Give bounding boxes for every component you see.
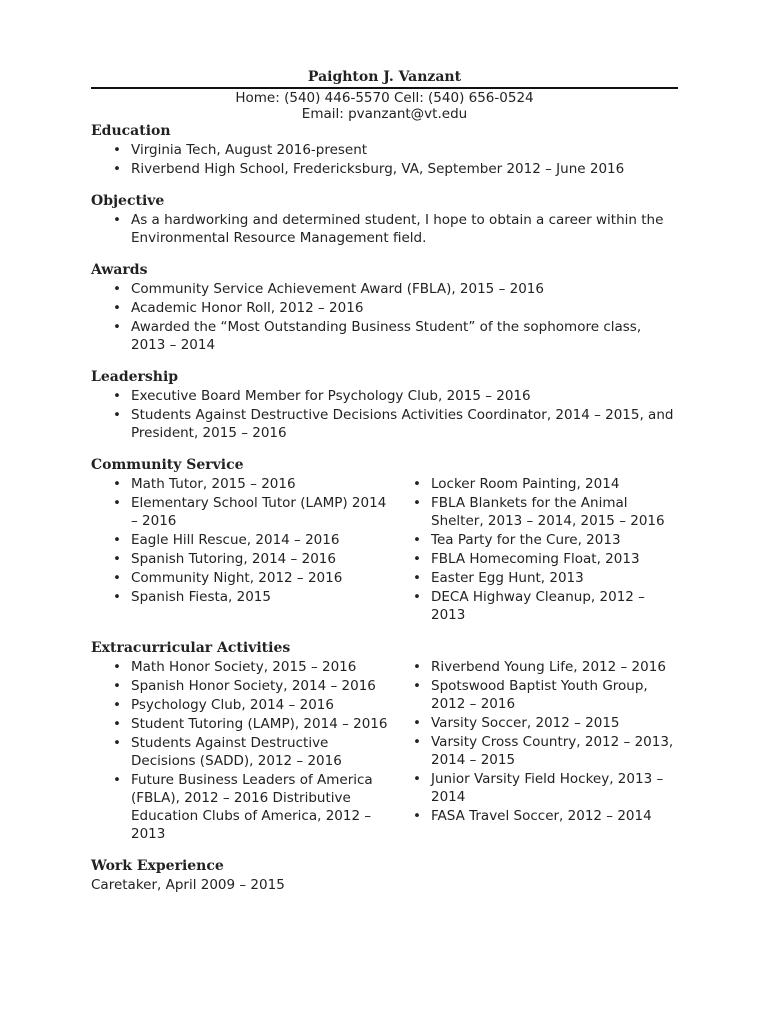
list-item: • Locker Room Painting, 2014 [391,475,678,493]
list-item: • Spanish Tutoring, 2014 – 2016 [91,550,391,568]
list-item: • Awarded the “Most Outstanding Business Student” of the sophomore class, 2013 – 2014 [91,318,678,354]
list-item: • Riverbend High School, Fredericksburg, VA, September 2012 – June 2016 [91,160,678,178]
objective-list [91,211,678,247]
list-item: • Virginia Tech, August 2016-present [91,141,678,159]
contact-email: Email: pvanzant@vt.edu [301,106,468,122]
list-item: • Elementary School Tutor (LAMP) 2014 – 2016 [91,494,391,530]
extracurricular-heading: Extracurricular Activities [91,640,291,656]
work-experience-entry: Caretaker, April 2009 – 2015 [91,877,285,893]
list-item: • As a hardworking and determined student, I hope to obtain a career within the Environmental Resource Management field. [91,211,678,247]
list-item: • Spanish Fiesta, 2015 [91,588,391,606]
community-service-right-list [391,475,678,625]
list-item: • Spotswood Baptist Youth Group, 2012 – 2016 [391,677,678,713]
list-item: • Executive Board Member for Psychology Club, 2015 – 2016 [91,387,678,405]
list-item: • Junior Varsity Field Hockey, 2013 – 2014 [391,770,678,806]
list-item: • Riverbend Young Life, 2012 – 2016 [391,658,678,676]
list-item: • Math Honor Society, 2015 – 2016 [91,658,391,676]
list-item: • FASA Travel Soccer, 2012 – 2014 [391,807,678,825]
leadership-list [91,387,678,442]
list-item: • Varsity Soccer, 2012 – 2015 [391,714,678,732]
community-service-columns [91,475,678,625]
list-item: • Future Business Leaders of America (FBLA), 2012 – 2016 Distributive Education Clubs of America, 2012 – 2013 [91,771,391,843]
list-item: • FBLA Homecoming Float, 2013 [391,550,678,568]
objective-heading: Objective [91,193,165,209]
header-divider [91,87,678,89]
list-item: • Math Tutor, 2015 – 2016 [91,475,391,493]
list-item: • Easter Egg Hunt, 2013 [391,569,678,587]
resume-page [91,68,678,894]
awards-heading: Awards [91,262,148,278]
list-item: • Tea Party for the Cure, 2013 [391,531,678,549]
list-item: • Psychology Club, 2014 – 2016 [91,696,391,714]
list-item: • Students Against Destructive Decisions (SADD), 2012 – 2016 [91,734,391,770]
community-service-left-list [91,475,391,625]
list-item: • Academic Honor Roll, 2012 – 2016 [91,299,678,317]
list-item: • DECA Highway Cleanup, 2012 – 2013 [391,588,678,624]
contact-phones: Home: (540) 446-5570 Cell: (540) 656-0524 [235,90,534,106]
list-item: • Community Night, 2012 – 2016 [91,569,391,587]
applicant-name: Paighton J. Vanzant [307,69,462,85]
extracurricular-left-list [91,658,391,844]
extracurricular-columns [91,658,678,844]
education-heading: Education [91,123,171,139]
list-item: • Student Tutoring (LAMP), 2014 – 2016 [91,715,391,733]
work-experience-heading: Work Experience [91,858,224,874]
leadership-heading: Leadership [91,369,179,385]
education-list [91,141,678,178]
list-item: • Students Against Destructive Decisions Activities Coordinator, 2014 – 2015, and President, 2015 – 2016 [91,406,678,442]
list-item: • FBLA Blankets for the Animal Shelter, 2013 – 2014, 2015 – 2016 [391,494,678,530]
list-item: • Varsity Cross Country, 2012 – 2013, 2014 – 2015 [391,733,678,769]
community-service-heading: Community Service [91,457,244,473]
extracurricular-right-list [391,658,678,844]
list-item: • Spanish Honor Society, 2014 – 2016 [91,677,391,695]
list-item: • Community Service Achievement Award (FBLA), 2015 – 2016 [91,280,678,298]
list-item: • Eagle Hill Rescue, 2014 – 2016 [91,531,391,549]
awards-list [91,280,678,354]
